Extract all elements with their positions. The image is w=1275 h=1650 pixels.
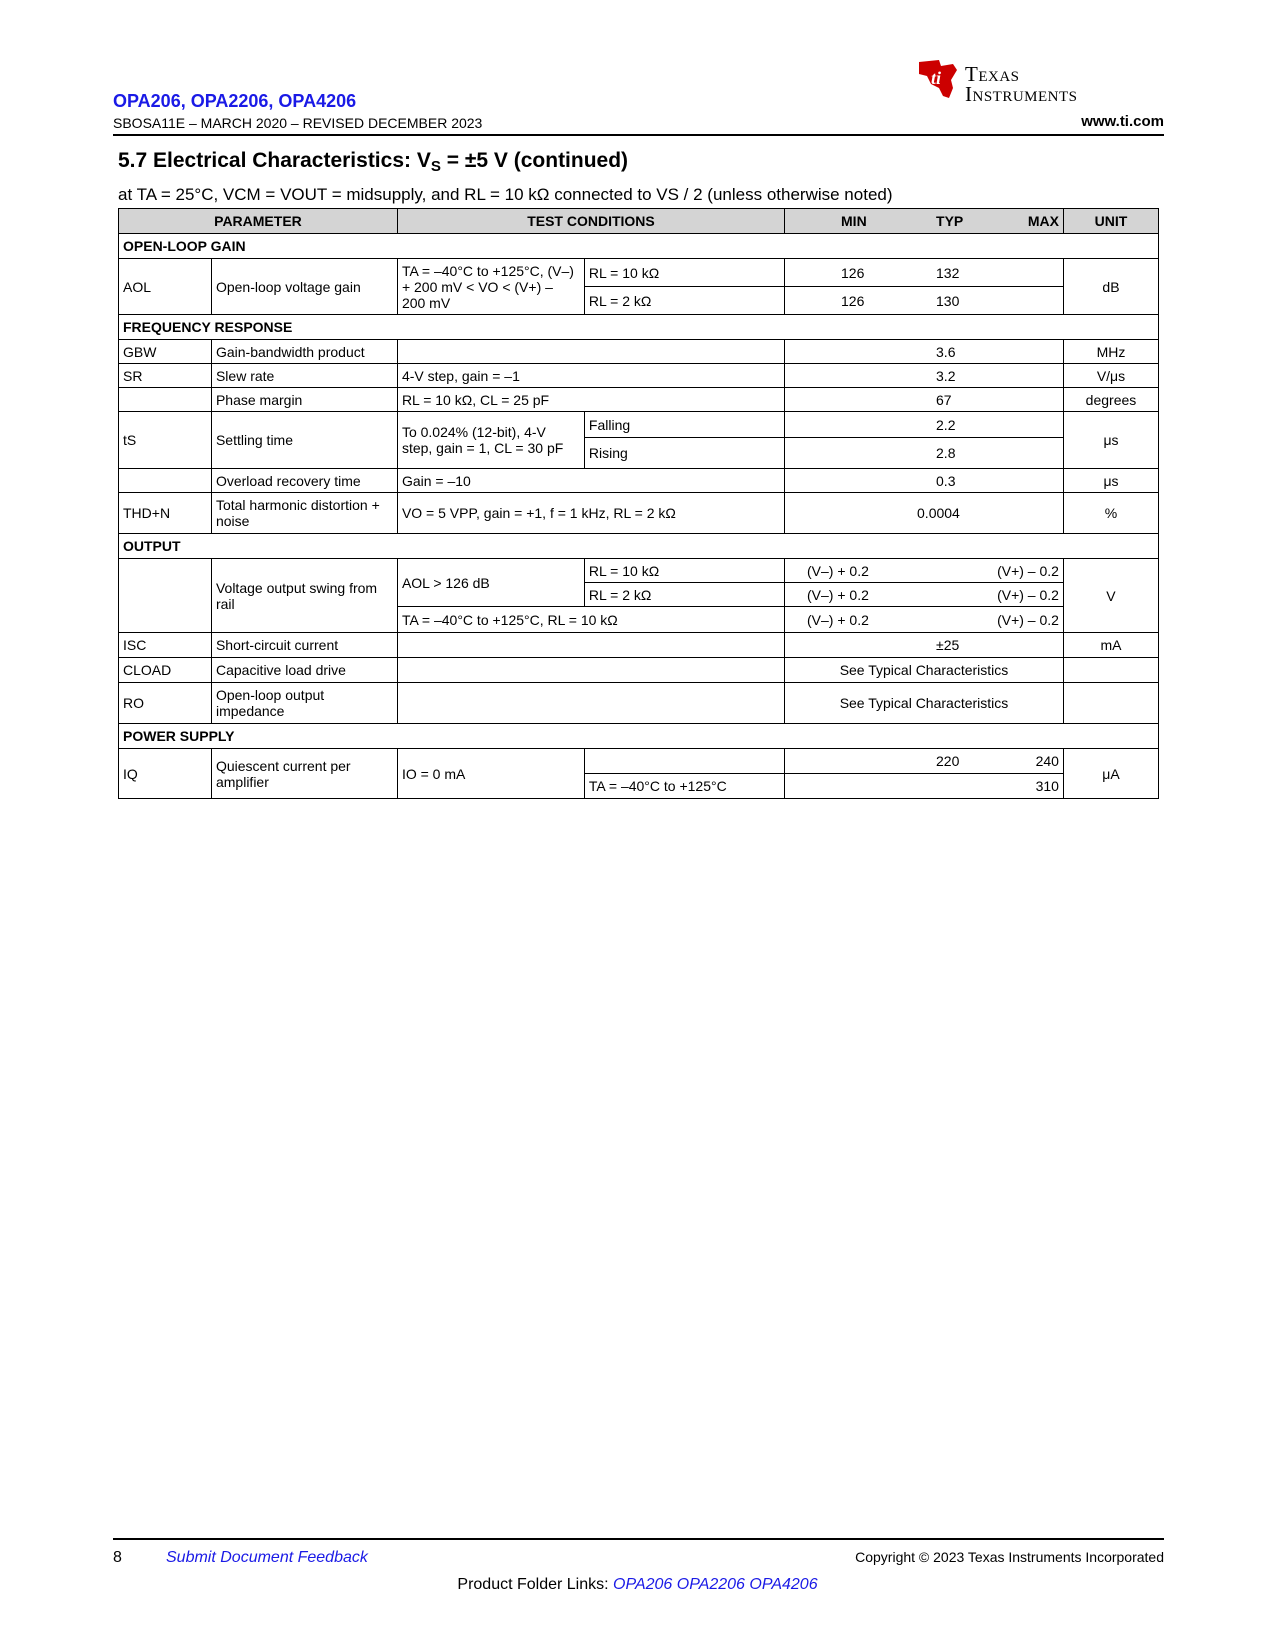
unit-iq: μA — [1063, 749, 1158, 799]
header-unit: UNIT — [1063, 209, 1158, 234]
unit-swing: V — [1063, 559, 1158, 633]
unit-aol: dB — [1063, 259, 1158, 315]
cond-thdn: VO = 5 VPP, gain = +1, f = 1 kHz, RL = 2 kΩ — [397, 493, 784, 534]
cond-swing-rl2k: RL = 2 kΩ — [584, 583, 784, 607]
cond-iq: IO = 0 mA — [397, 749, 584, 799]
cond-gbw — [397, 340, 784, 364]
ti-state-icon — [913, 58, 963, 102]
cond-pm: RL = 10 kΩ, CL = 25 pF — [397, 388, 784, 412]
symbol-orec — [119, 469, 212, 493]
unit-isc: mA — [1063, 633, 1158, 658]
param-quiescent-current: Quiescent current per amplifier — [211, 749, 397, 799]
cond-ts-falling: Falling — [584, 412, 784, 438]
header-min: MIN — [841, 213, 867, 229]
section-title: 5.7 Electrical Characteristics: $V_S = \pm 5$ V (continued) — [118, 149, 629, 176]
section-conditions: at TA = 25°C, VCM = VOUT = midsupply, and RL = 10 kΩ connected to VS / 2 (unless otherwise noted) — [118, 185, 893, 204]
param-thdn: Total harmonic distortion + noise — [211, 493, 397, 534]
section-frequency-response: FREQUENCY RESPONSE — [119, 315, 1159, 340]
cond-swing-temp: TA = –40°C to +125°C, RL = 10 kΩ — [397, 607, 784, 633]
param-phase-margin: Phase margin — [211, 388, 397, 412]
symbol-aol: AOL — [119, 259, 212, 315]
values-ro: See Typical Characteristics — [785, 683, 1064, 724]
document-revision: SBOSA11E – MARCH 2020 – REVISED DECEMBER 2023 — [113, 115, 483, 131]
values-iq: 220 240 — [785, 749, 1064, 774]
section-power-supply: POWER SUPPLY — [119, 724, 1159, 749]
product-links[interactable]: OPA206 OPA2206 OPA4206 — [613, 1576, 818, 1593]
symbol-cload: CLOAD — [119, 658, 212, 683]
values-ts-rising: 2.8 — [785, 438, 1064, 469]
texas-instruments-logo — [931, 60, 1166, 112]
cond-ts-rising: Rising — [584, 438, 784, 469]
values-swing-rl10k: (V–) + 0.2 (V+) – 0.2 — [785, 559, 1064, 583]
page-number: 8 — [113, 1549, 122, 1566]
unit-ro — [1063, 683, 1158, 724]
cond-ts: To 0.024% (12-bit), 4-V step, gain = 1, CL = 30 pF — [397, 412, 584, 469]
cond-aol-rl10k: RL = 10 kΩ — [584, 259, 784, 287]
param-slew-rate: Slew rate — [211, 364, 397, 388]
values-aol-rl10k: 126 132 — [785, 259, 1064, 287]
svg-text:ti: ti — [931, 68, 942, 88]
cond-sr: 4-V step, gain = –1 — [397, 364, 784, 388]
section-open-loop-gain: OPEN-LOOP GAIN — [119, 234, 1159, 259]
param-settling-time: Settling time — [211, 412, 397, 469]
product-folder-links: Product Folder Links: OPA206 OPA2206 OPA4206 — [457, 1576, 818, 1593]
footer-rule — [113, 1538, 1164, 1540]
unit-sr: V/μs — [1063, 364, 1158, 388]
cond-ro — [397, 683, 784, 724]
param-gbw: Gain-bandwidth product — [211, 340, 397, 364]
values-thdn: 0.0004 — [785, 493, 1064, 534]
param-capacitive-load: Capacitive load drive — [211, 658, 397, 683]
document-part-numbers[interactable]: OPA206, OPA2206, OPA4206 — [113, 91, 357, 111]
cond-aol-rl2k: RL = 2 kΩ — [584, 287, 784, 315]
header-rule — [113, 134, 1164, 136]
symbol-swing — [119, 559, 212, 633]
unit-ts: μs — [1063, 412, 1158, 469]
header-test-conditions: TEST CONDITIONS — [397, 209, 784, 234]
values-gbw: 3.6 — [785, 340, 1064, 364]
symbol-gbw: GBW — [119, 340, 212, 364]
cond-orec: Gain = –10 — [397, 469, 784, 493]
header-max: MAX — [1027, 213, 1059, 229]
values-orec: 0.3 — [785, 469, 1064, 493]
unit-thdn: % — [1063, 493, 1158, 534]
values-aol-rl2k: 126 130 — [785, 287, 1064, 315]
website-link[interactable]: www.ti.com — [1081, 113, 1164, 130]
symbol-iq: IQ — [119, 749, 212, 799]
header-min-typ-max — [785, 209, 1064, 234]
values-sr: 3.2 — [785, 364, 1064, 388]
logo-text-instruments: Instruments — [965, 82, 1078, 106]
table-header-row — [119, 209, 1159, 234]
cond-swing-aol: AOL > 126 dB — [397, 559, 584, 607]
values-ts-falling: 2.2 — [785, 412, 1064, 438]
cond-cload — [397, 658, 784, 683]
cond-aol: TA = –40°C to +125°C, (V–) + 200 mV < VO < (V+) – 200 mV — [397, 259, 584, 315]
values-pm: 67 — [785, 388, 1064, 412]
param-open-loop-gain: Open-loop voltage gain — [211, 259, 397, 315]
values-swing-temp: (V–) + 0.2 (V+) – 0.2 — [785, 607, 1064, 633]
values-isc: ±25 — [785, 633, 1064, 658]
values-swing-rl2k: (V–) + 0.2 (V+) – 0.2 — [785, 583, 1064, 607]
section-output: OUTPUT — [119, 534, 1159, 559]
param-overload-recovery: Overload recovery time — [211, 469, 397, 493]
logo-text-texas: Texas — [965, 62, 1020, 86]
symbol-ro: RO — [119, 683, 212, 724]
cond-isc — [397, 633, 784, 658]
cond-iq-temp: TA = –40°C to +125°C — [584, 774, 784, 799]
unit-gbw: MHz — [1063, 340, 1158, 364]
cond-iq-blank — [584, 749, 784, 774]
copyright: Copyright © 2023 Texas Instruments Incorporated — [855, 1549, 1164, 1565]
param-short-circuit: Short-circuit current — [211, 633, 397, 658]
cond-swing-rl10k: RL = 10 kΩ — [584, 559, 784, 583]
values-iq-temp: 310 — [785, 774, 1064, 799]
electrical-characteristics-table — [118, 208, 1159, 799]
symbol-pm — [119, 388, 212, 412]
symbol-ts: tS — [119, 412, 212, 469]
param-output-swing: Voltage output swing from rail — [211, 559, 397, 633]
symbol-sr: SR — [119, 364, 212, 388]
unit-orec: μs — [1063, 469, 1158, 493]
symbol-thdn: THD+N — [119, 493, 212, 534]
header-typ: TYP — [936, 213, 964, 229]
values-cload: See Typical Characteristics — [785, 658, 1064, 683]
unit-pm: degrees — [1063, 388, 1158, 412]
header-parameter: PARAMETER — [119, 209, 398, 234]
unit-cload — [1063, 658, 1158, 683]
symbol-isc: ISC — [119, 633, 212, 658]
param-output-impedance: Open-loop output impedance — [211, 683, 397, 724]
submit-feedback-link[interactable]: Submit Document Feedback — [166, 1549, 368, 1566]
